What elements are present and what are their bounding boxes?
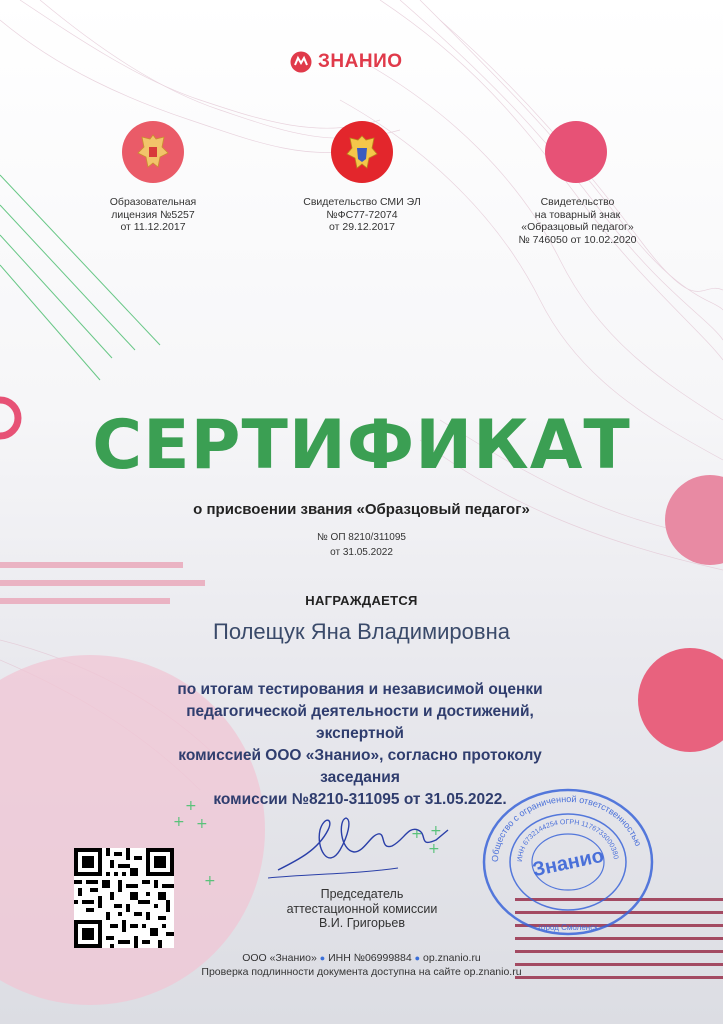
license-line: лицензия №5257: [111, 208, 195, 221]
license-line: на товарный знак: [534, 208, 621, 221]
svg-text:+: +: [173, 814, 185, 830]
footer-inn: ИНН №06999884: [328, 952, 412, 964]
license-education: [78, 196, 228, 234]
awarded-label: НАГРАЖДАЕТСЯ: [305, 593, 418, 608]
body-line: комиссии №8210-311095 от 31.05.2022.: [213, 791, 507, 808]
certificate-date: от 31.05.2022: [330, 547, 393, 558]
eagle-emblem-icon: [331, 121, 393, 183]
license-media: [282, 196, 442, 234]
svg-text:+: +: [204, 873, 216, 889]
company-seal: [480, 787, 656, 937]
signatory-line: аттестационной комиссии: [286, 901, 438, 916]
seal-city-text: город Смоленск: [538, 923, 598, 932]
body-line: комиссией ООО «Знанио», согласно протоколу заседания: [178, 747, 542, 786]
qr-code[interactable]: [74, 848, 174, 948]
signature: [268, 790, 468, 890]
body-line: педагогической деятельности и достижений, экспертной: [186, 703, 534, 742]
certificate-title: СЕРТИФИКАТ: [92, 406, 631, 485]
certificate-subtitle: о присвоении звания «Образцовый педагог»: [193, 501, 530, 518]
license-line: Свидетельство СМИ ЭЛ: [303, 196, 421, 208]
svg-text:+: +: [430, 823, 442, 839]
separator-dot-icon: ●: [319, 953, 326, 963]
coat-of-arms-icon: [122, 121, 184, 183]
license-line: №ФС77-72074: [326, 208, 398, 221]
svg-text:+: +: [411, 826, 423, 842]
signatory-block: [262, 887, 462, 931]
logo-text: ЗНАНИО: [318, 51, 403, 72]
logo-mark-icon: [290, 51, 312, 73]
license-line: от 29.12.2017: [329, 221, 395, 233]
license-line: № 746050 от 10.02.2020: [518, 233, 637, 246]
pink-circle-icon: [545, 121, 607, 183]
seal-ring-text: Общество с ограниченной ответственностью: [489, 793, 644, 863]
footer-info: [0, 952, 723, 964]
body-line: по итогам тестирования и независимой оценки: [177, 681, 543, 698]
seal-center-text: Знанио: [530, 844, 606, 882]
signatory-line: В.И. Григорьев: [318, 916, 406, 930]
recipient-name: Полещук Яна Владимировна: [213, 619, 510, 644]
license-line: от 11.12.2017: [120, 221, 186, 233]
certificate-number: № ОП 8210/311095: [317, 532, 406, 543]
signatory-line: Председатель: [320, 887, 404, 901]
svg-text:+: +: [428, 841, 440, 857]
license-line: Свидетельство: [540, 196, 615, 208]
seal-inn-text: ИНН 6732144254 ОГРН 1176733000380: [516, 818, 619, 863]
footer-verify: Проверка подлинности документа доступна на сайте op.znanio.ru: [201, 966, 522, 978]
license-line: «Образцовый педагог»: [521, 221, 634, 233]
svg-text:+: +: [185, 798, 197, 814]
footer-site[interactable]: op.znanio.ru: [422, 952, 481, 964]
separator-dot-icon: ●: [414, 953, 421, 963]
license-line: Образовательная: [109, 196, 197, 208]
footer-company: ООО «Знанио»: [242, 952, 317, 964]
znanio-logo: [290, 50, 403, 74]
license-trademark: [490, 196, 665, 246]
svg-text:+: +: [196, 816, 208, 832]
